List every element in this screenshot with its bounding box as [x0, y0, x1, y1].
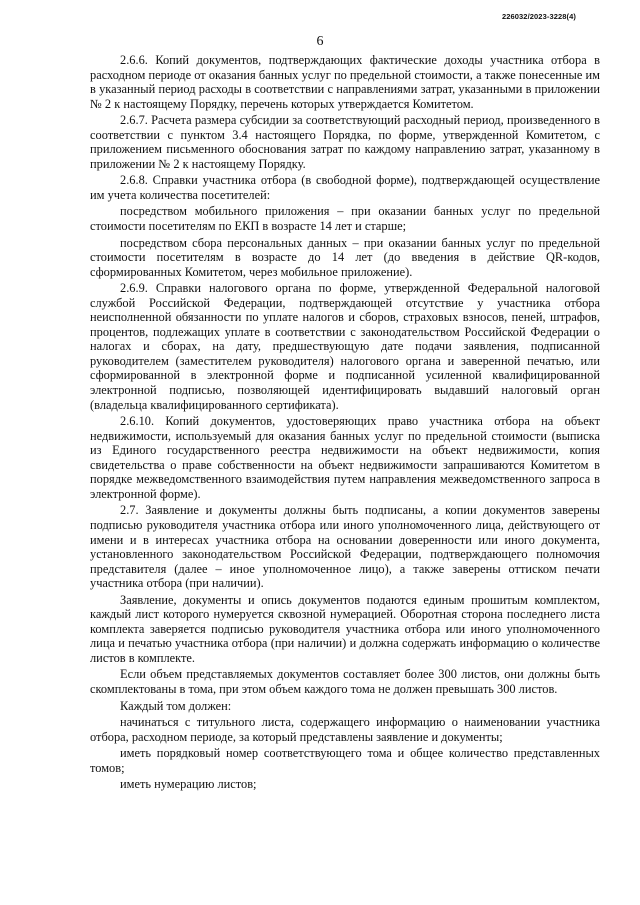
paragraph-volumes: Если объем представляемых документов составляет более 300 листов, они должны быть скомплектованы в тома, при этом объем каждого тома не должен превышать 300 листов.: [90, 667, 600, 696]
paragraph-2-7: 2.7. Заявление и документы должны быть подписаны, а копии документов заверены подписью руководителя участника отбора или иного уполномоченного лица, действующего от имени и в интересах участника отбора на основании доверенности или иного документа, установленного законодательством Российской Федерации, подтверждающего полномочия представителя (далее – иное уполномоченное лицо), а также заверены оттиском печати участника отбора (при наличии).: [90, 503, 600, 591]
paragraph-2-6-10: 2.6.10. Копий документов, удостоверяющих право участника отбора на объект недвижимости, используемый для оказания банных услуг по предельной стоимости (выписка из Единого государственного реестра недвижимости на объект недвижимости, копия свидетельства о праве собственности на объект недвижимости запрашиваются Комитетом в порядке межведомственного взаимодействия путем направления межведомственного запроса в электронной форме).: [90, 414, 600, 501]
paragraph-sheet-numbering: иметь нумерацию листов;: [120, 777, 257, 792]
paragraph-2-6-6: 2.6.6. Копий документов, подтверждающих фактические доходы участника отбора в расходном периоде от оказания банных услуг по предельной стоимости, а также понесенные им в указанный период расходы в соответствии с направлениями затрат, указанными в приложении № 2 к настоящему Порядку, перечень которых утверждается Комитетом.: [90, 53, 600, 111]
document-number: 226032/2023-3228(4): [501, 12, 576, 21]
paragraph-volume-number: иметь порядковый номер соответствующего тома и общее количество представленных томов;: [90, 746, 600, 775]
paragraph-2-6-9: 2.6.9. Справки налогового органа по форме, утвержденной Федеральной налоговой службой Российской Федерации, подтверждающей отсутствие у участника отбора неисполненной обязанности по уплате налогов и сборов, страховых взносов, пеней, штрафов, процентов, подлежащих уплате в соответствии с законодательством Российской Федерации о налогах и сборах, на дату, предшествующую дате подачи заявления, подписанной руководителем (заместителем руководителя) налогового органа и заверенной печатью, или сформированной в электронной форме и подписанной усиленной квалифицированной электронной подписью, позволяющей идентифицировать выдавший налоговый орган (владельца квалифицированного сертификата).: [90, 281, 600, 412]
paragraph-binding: Заявление, документы и опись документов подаются единым прошитым комплектом, каждый лист которого нумеруется сквозной нумерацией. Оборотная сторона последнего листа комплекта заверяется подписью руководителя участника отбора или иного уполномоченного лица и печатью участника отбора (при наличии) и должна содержать информацию о количестве листов в комплекте.: [90, 592, 600, 665]
paragraph-title-sheet: начинаться с титульного листа, содержащего информацию о наименовании участника отбора, расходном периоде, за который представлены заявление и документы;: [90, 715, 600, 744]
paragraph-2-6-7: 2.6.7. Расчета размера субсидии за соответствующий расходный период, произведенного в соответствии с пунктом 3.4 настоящего Порядка, по форме, утвержденной Комитетом, с приложением письменного обоснования затрат по каждому направлению затрат, указанному в приложении № 2 к настоящему Порядку.: [90, 113, 600, 171]
paragraph-each-volume: Каждый том должен:: [120, 698, 232, 713]
paragraph-personal-data: посредством сбора персональных данных – при оказании банных услуг по предельной стоимости посетителям в возрасте до 14 лет (до введения в действие QR-кодов, сформированных Комитетом, через мобильное приложение).: [90, 235, 600, 279]
document-body: [90, 53, 600, 794]
paragraph-mobile-app: посредством мобильного приложения – при оказании банных услуг по предельной стоимости посетителям по ЕКП в возрасте 14 лет и старше;: [90, 204, 600, 234]
paragraph-2-6-8: 2.6.8. Справки участника отбора (в свободной форме), подтверждающей осуществление им учета количества посетителей:: [90, 173, 600, 202]
page-number: 6: [316, 34, 324, 49]
